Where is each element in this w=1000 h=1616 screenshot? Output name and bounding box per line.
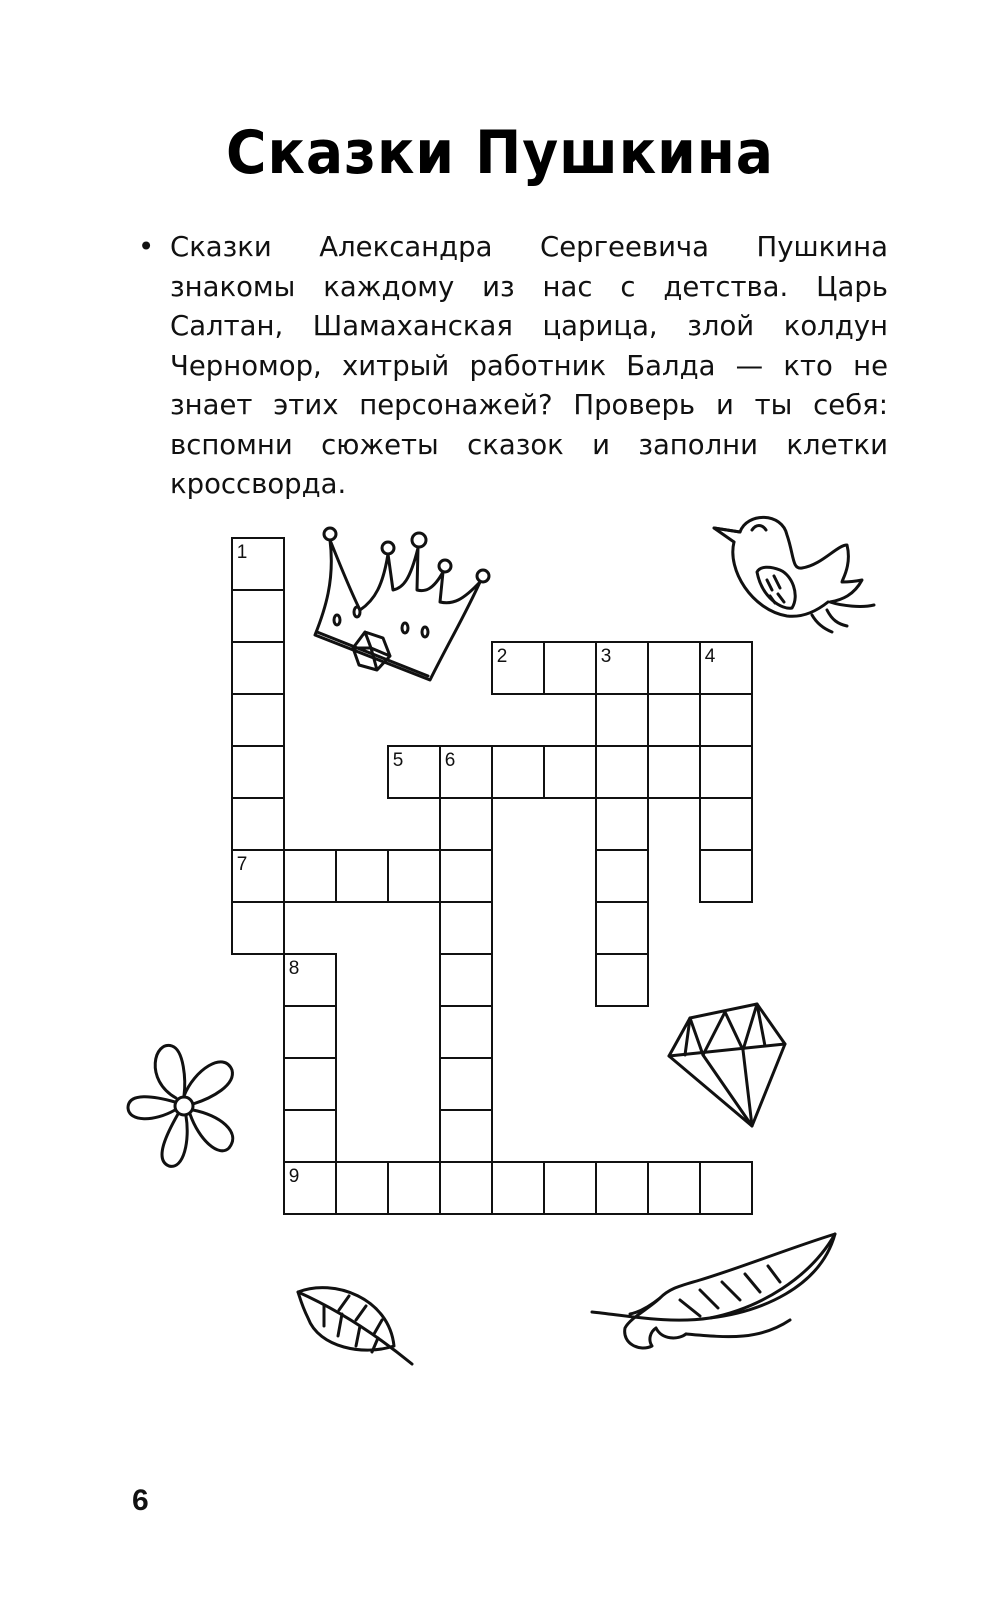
crossword-cell[interactable] [231,797,285,851]
crossword-cell[interactable] [543,641,597,695]
clue-number: 2 [496,645,508,667]
crossword-cell[interactable] [595,1161,649,1215]
crossword-cell[interactable] [439,1057,493,1111]
crossword-cell[interactable] [595,901,649,955]
clue-number: 9 [288,1165,300,1187]
crossword-cell[interactable] [491,1161,545,1215]
clue-number: 1 [236,541,248,563]
crossword-cell[interactable] [335,1161,389,1215]
crossword-cell[interactable] [595,953,649,1007]
crossword-cell[interactable] [283,1057,337,1111]
crossword-cell[interactable] [283,1109,337,1163]
crossword-cell[interactable] [283,953,337,1007]
crossword-cell[interactable] [439,745,493,799]
crossword-cell[interactable] [387,745,441,799]
crossword-cell[interactable] [335,849,389,903]
crossword-cell[interactable] [699,797,753,851]
crossword-cell[interactable] [439,1109,493,1163]
crossword-cell[interactable] [647,745,701,799]
clue-number: 5 [392,749,404,771]
crossword-cell[interactable] [647,693,701,747]
intro-paragraph: Сказки Александра Сергеевича Пушкина знакомы каждому из нас с детства. Царь Салтан, Шамаханская царица, злой колдун Черномор, хитрый работник Балда — кто не знает этих персонажей? Проверь и ты себя: вспомни сюжеты сказок и заполни клетки кроссворда. [170,231,888,500]
crossword-cell[interactable] [595,849,649,903]
page-title: Сказки Пушкина [226,118,774,188]
feather-icon [590,1228,845,1360]
crossword-cell[interactable] [699,693,753,747]
crossword-cell[interactable] [231,693,285,747]
clue-number: 3 [600,645,612,667]
crossword-cell[interactable] [387,849,441,903]
crossword-cell[interactable] [231,745,285,799]
crossword-cell[interactable] [699,1161,753,1215]
crossword-cell[interactable] [699,745,753,799]
crossword-cell[interactable] [543,745,597,799]
crossword-cell[interactable] [231,537,285,591]
clue-number: 4 [704,645,716,667]
crossword-cell[interactable] [283,1161,337,1215]
crossword-cell[interactable] [699,849,753,903]
leaf-icon [294,1278,419,1366]
crossword-cell[interactable] [231,849,285,903]
crossword-cell[interactable] [699,641,753,695]
crossword-cell[interactable] [439,953,493,1007]
flower-icon [124,1040,246,1172]
crossword-cell[interactable] [231,901,285,955]
crossword-cell[interactable] [595,641,649,695]
crossword-cell[interactable] [439,1161,493,1215]
crossword-cell[interactable] [231,641,285,695]
page-number: 6 [132,1484,149,1517]
crossword-cell[interactable] [491,745,545,799]
bullet-marker: • [138,231,155,263]
clue-number: 6 [444,749,456,771]
crossword-cell[interactable] [439,849,493,903]
diamond-icon [665,1000,790,1130]
crossword-cell[interactable] [595,797,649,851]
clue-number: 8 [288,957,300,979]
crossword-cell[interactable] [647,641,701,695]
crossword-cell[interactable] [439,1005,493,1059]
crossword-cell[interactable] [595,745,649,799]
crossword-cell[interactable] [387,1161,441,1215]
crown-icon [315,520,505,685]
bird-icon [712,510,882,640]
crossword-cell[interactable] [283,849,337,903]
crossword-cell[interactable] [231,589,285,643]
crossword-cell[interactable] [647,1161,701,1215]
crossword-cell[interactable] [439,901,493,955]
crossword-cell[interactable] [439,797,493,851]
crossword-cell[interactable] [595,693,649,747]
crossword-cell[interactable] [283,1005,337,1059]
crossword-cell[interactable] [543,1161,597,1215]
clue-number: 7 [236,853,248,875]
